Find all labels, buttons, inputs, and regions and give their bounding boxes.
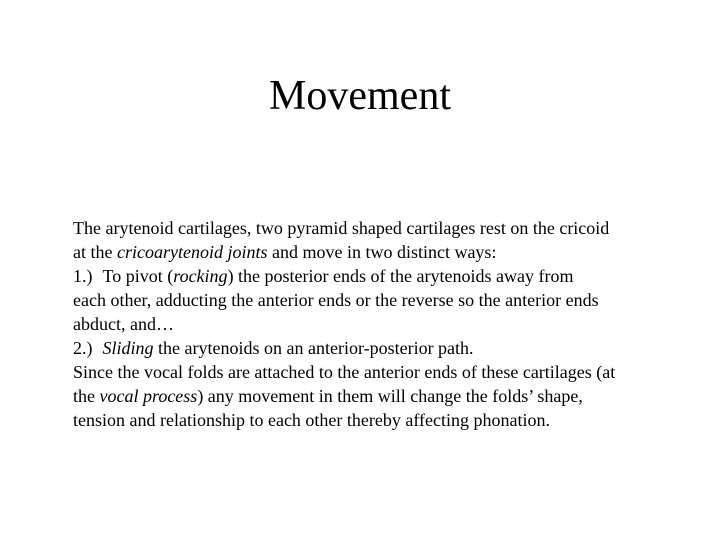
- text-segment: ) any movement in them will change the folds’ shape,: [197, 386, 583, 406]
- term-vocal-process: vocal process: [99, 386, 198, 406]
- text-segment: the: [73, 386, 100, 406]
- item2-number: 2.): [73, 338, 93, 358]
- slide-title: Movement: [269, 73, 451, 119]
- item1-number: 1.): [73, 266, 93, 286]
- text-segment: ) the posterior ends of the arytenoids away from: [227, 266, 574, 286]
- text-segment: at the: [73, 242, 117, 262]
- text-segment: and move in two distinct ways:: [267, 242, 497, 262]
- term-sliding: Sliding: [102, 338, 154, 358]
- item1-line3: abduct, and…: [73, 314, 174, 334]
- item2-line1: [73, 336, 693, 360]
- paragraph2-line1: Since the vocal folds are attached to the anterior ends of these cartilages (at: [73, 362, 616, 382]
- slide-body: [73, 216, 693, 432]
- item1-line1: [73, 264, 693, 288]
- paragraph1-line1: The arytenoid cartilages, two pyramid shaped cartilages rest on the cricoid: [73, 218, 610, 238]
- item1-line2: each other, adducting the anterior ends or the reverse so the anterior ends: [73, 290, 599, 310]
- term-cricoarytenoid-joints: cricoarytenoid joints: [116, 242, 268, 262]
- text-segment: the arytenoids on an anterior-posterior path.: [153, 338, 474, 358]
- paragraph2-line2: [73, 384, 693, 408]
- text-segment: To pivot (: [102, 266, 174, 286]
- paragraph1-line2: [73, 240, 693, 264]
- term-rocking: rocking: [173, 266, 228, 286]
- paragraph2-line3: tension and relationship to each other thereby affecting phonation.: [73, 410, 551, 430]
